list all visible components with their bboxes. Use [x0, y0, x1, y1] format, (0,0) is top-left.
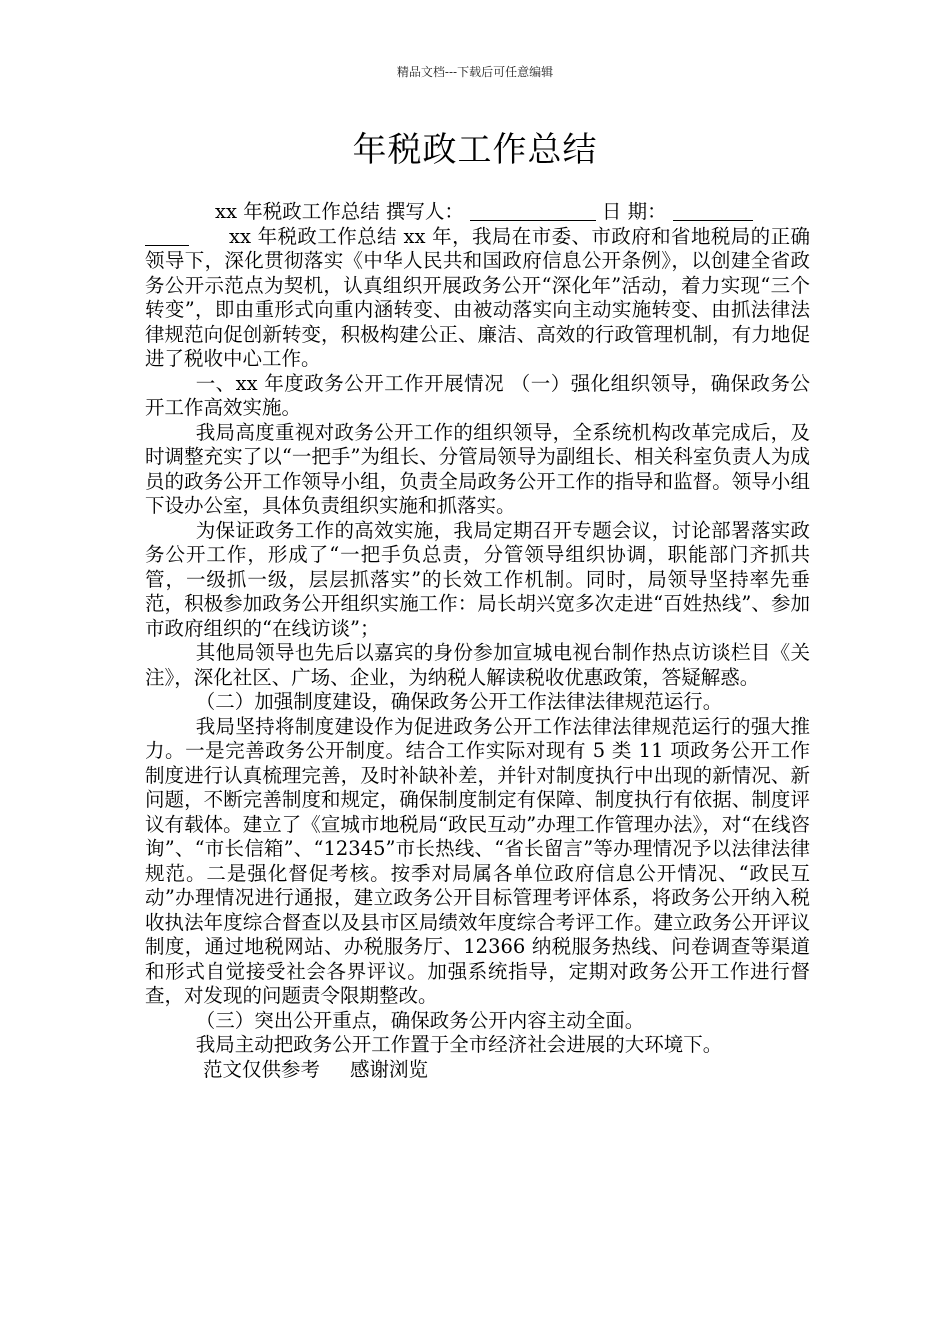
date-blank-continued	[145, 227, 189, 246]
date-label: 日 期：	[601, 200, 667, 223]
paragraph-meetings: 为保证政务工作的高效实施，我局定期召开专题会议，讨论部署落实政务公开工作，形成了“一把手负总责，分管领导组织协调，职能部门齐抓共管，一级抓一级，层层抓落实”的长效工作机制。同时，局领导坚持率先垂范，积极参加政务公开组织实施工作：局长胡兴宽多次走进“百姓热线”、参加市政府组织的“在线访谈”；	[145, 518, 810, 640]
footer-right: 感谢浏览	[350, 1057, 429, 1081]
document-body	[145, 200, 810, 1082]
author-blank	[470, 202, 596, 221]
paragraph-section-2: （二）加强制度建设，确保政务公开工作法律法律规范运行。	[195, 690, 723, 713]
footer-left: 范文仅供参考	[203, 1057, 321, 1081]
paragraph-leadership: 我局高度重视对政务公开工作的组织领导，全系统机构改革完成后，及时调整充实了以“一把手”为组长、分管局领导为副组长、相关科室负责人为成员的政务公开工作领导小组，负责全局政务公开工作的指导和监督。领导小组下设办公室，具体负责组织实施和抓落实。	[145, 420, 810, 517]
paragraph-guests: 其他局领导也先后以嘉宾的身份参加宣城电视台制作热点访谈栏目《关注》，深化社区、广场、企业，为纳税人解读税收优惠政策，答疑解惑。	[145, 641, 810, 689]
paragraph-systems: 我局坚持将制度建设作为促进政务公开工作法律法律规范运行的强大推力。一是完善政务公开制度。结合工作实际对现有 5 类 11 项政务公开工作制度进行认真梳理完善，及时补缺补差，并针对制度执行中出现的新情况、新问题，不断完善制度和规定，确保制度制定有保障、制度执行有依据、制度评议有载体。建立了《宣城市地税局“政民互动”办理工作管理办法》，对“在线咨询”、“市长信箱”、“12345”市长热线、“省长留言”等办理情况予以法律法律规范。二是强化督促考核。按季对局属各单位政府信息公开情况、“政民互动”办理情况进行通报，建立政务公开目标管理考评体系，将政务公开纳入税收执法年度综合督查以及县市区局绩效年度综合考评工作。建立政务公开评议制度，通过地税网站、办税服务厅、12366 纳税服务热线、问卷调查等渠道和形式自觉接受社会各界评议。加强系统指导，定期对政务公开工作进行督查，对发现的问题责令限期整改。	[145, 714, 810, 1007]
meta-lead: xx 年税政工作总结 撰写人：	[215, 200, 464, 223]
paragraph-section-1: 一、xx 年度政务公开工作开展情况 （一）强化组织领导，确保政务公开工作高效实施。	[145, 371, 810, 419]
paragraph-environment: 我局主动把政务公开工作置于全市经济社会进展的大环境下。	[195, 1033, 723, 1056]
header-note: 精品文档---下载后可任意编辑	[396, 65, 554, 79]
document-title: 年税政工作总结	[352, 130, 598, 170]
paragraph-section-3: （三）突出公开重点，确保政务公开内容主动全面。	[195, 1008, 645, 1032]
date-blank	[673, 202, 753, 221]
paragraph-intro: xx 年税政工作总结 xx 年，我局在市委、市政府和省地税局的正确领导下，深化贯彻落实《中华人民共和国政府信息公开条例》，以创建全省政务公开示范点为契机，认真组织开展政务公开“深化年”活动，着力实现“三个转变”，即由重形式向重内涵转变、由被动落实向主动实施转变、由抓法律法律规范向促创新转变，积极构建公正、廉洁、高效的行政管理机制，有力地促进了税收中心工作。	[145, 224, 810, 370]
footer-line	[145, 1058, 810, 1083]
meta-line	[145, 200, 810, 225]
